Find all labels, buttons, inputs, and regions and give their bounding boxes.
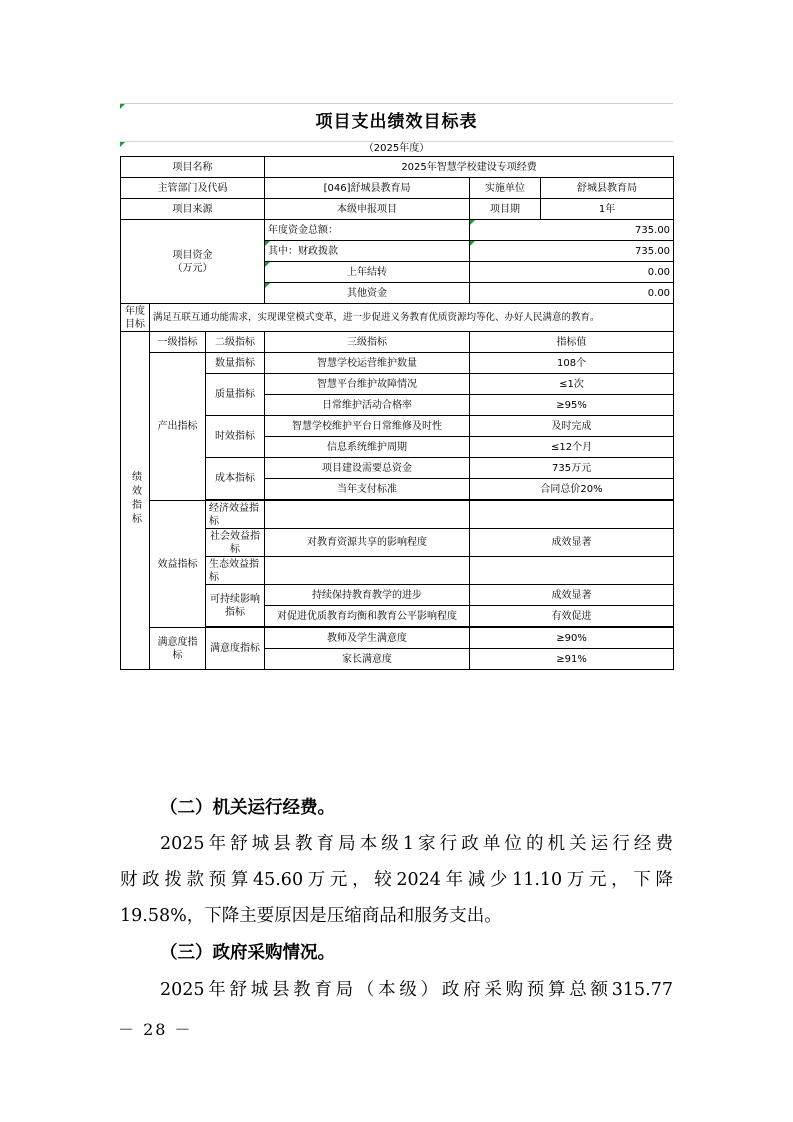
fund-total-text: 735.00	[635, 224, 671, 236]
fund-total-label: 年度资金总额：	[265, 220, 470, 241]
indicator-value: 及时完成	[470, 416, 674, 437]
paragraph-line: 2025年舒城县教育局（本级）政府采购预算总额315.77	[160, 980, 673, 1000]
sustain-label: 可持续影响指标	[206, 585, 265, 627]
indicator-name: 信息系统维护周期	[265, 437, 470, 458]
dept-label: 主管部门及代码	[121, 178, 265, 199]
indicator-value: ≤12个月	[470, 437, 674, 458]
perf-label	[121, 332, 150, 670]
fund-fiscal-label	[265, 241, 470, 262]
cost-label: 成本指标	[206, 458, 265, 500]
indicator-name: 智慧平台维护故障情况	[265, 374, 470, 395]
cell-marker-icon	[470, 241, 475, 246]
target-table	[120, 156, 674, 670]
period-value: 1年	[541, 199, 674, 220]
table-row	[121, 304, 674, 332]
fund-carryover-text: 上年结转	[347, 266, 388, 278]
indicator-value: ≥90%	[470, 628, 674, 649]
indicator-value: 735万元	[470, 458, 674, 479]
table-title-text: 项目支出绩效目标表	[315, 112, 478, 132]
indicator-name	[265, 501, 470, 529]
table-title	[120, 103, 673, 141]
table-row	[121, 353, 674, 374]
cell-marker-icon	[120, 142, 125, 147]
indicator-value: ≥95%	[470, 395, 674, 416]
fund-fiscal-text: 其中：财政拨款	[268, 245, 339, 257]
indicator-value: ≤1次	[470, 374, 674, 395]
indicator-name: 家长满意度	[265, 649, 470, 670]
dept-value: [046]舒城县教育局	[265, 178, 470, 199]
table-row	[121, 199, 674, 220]
cell-marker-icon	[265, 283, 270, 288]
indicator-name: 日常维护活动合格率	[265, 395, 470, 416]
impl-label: 实施单位	[470, 178, 541, 199]
performance-table	[120, 103, 673, 670]
indicator-value: 108个	[470, 353, 674, 374]
indicator-name: 对教育资源共享的影响程度	[265, 529, 470, 557]
quantity-label: 数量指标	[206, 353, 265, 374]
paragraph-line: 2025年舒城县教育局本级1家行政单位的机关运行经费	[160, 834, 673, 854]
perf-label-text: 绩效指标	[129, 470, 141, 527]
indicator-name: 项目建设需要总资金	[265, 458, 470, 479]
source-label: 项目来源	[121, 199, 265, 220]
indicator-name: 对促进优质教育均衡和教育公平影响程度	[265, 606, 470, 627]
project-name-label: 项目名称	[121, 157, 265, 178]
quality-label: 质量指标	[206, 374, 265, 416]
period-label: 项目期	[470, 199, 541, 220]
table-row	[121, 628, 674, 649]
indicator-name: 持续保持教育教学的进步	[265, 585, 470, 606]
header-l2: 二级指标	[206, 332, 265, 353]
table-row	[121, 178, 674, 199]
fund-carryover-value: 0.00	[470, 262, 674, 283]
indicator-value: 成效显著	[470, 585, 674, 606]
indicator-value: 成效显著	[470, 529, 674, 557]
output-label: 产出指标	[150, 353, 206, 501]
section-heading-3: （三）政府采购情况。	[160, 943, 335, 963]
fund-total-value	[470, 220, 674, 241]
table-row	[121, 501, 674, 529]
satisfaction-l2-label: 满意度指标	[206, 628, 265, 670]
fund-fiscal-value-text: 735.00	[635, 245, 671, 257]
source-value: 本级申报项目	[265, 199, 470, 220]
indicator-name: 智慧学校运营维护数量	[265, 353, 470, 374]
cell-marker-icon	[120, 104, 125, 109]
goal-label: 年度目标	[121, 304, 150, 332]
page-number: － 28 －	[118, 1020, 193, 1039]
header-l3: 三级指标	[265, 332, 470, 353]
indicator-value: 有效促进	[470, 606, 674, 627]
header-value: 指标值	[470, 332, 674, 353]
fund-other-label	[265, 283, 470, 304]
satisfaction-l1-label: 满意度指标	[150, 628, 206, 670]
table-row	[121, 157, 674, 178]
indicator-name	[265, 557, 470, 585]
cell-marker-icon	[470, 220, 475, 225]
fund-fiscal-value	[470, 241, 674, 262]
project-name-value: 2025年智慧学校建设专项经费	[265, 157, 674, 178]
indicator-value	[470, 501, 674, 529]
cell-marker-icon	[265, 241, 270, 246]
indicator-name: 智慧学校维护平台日常维修及时性	[265, 416, 470, 437]
economic-label: 经济效益指标	[206, 501, 265, 529]
fund-carryover-label	[265, 262, 470, 283]
indicator-value: ≥91%	[470, 649, 674, 670]
cell-marker-icon	[265, 262, 270, 267]
paragraph-line: 财政拨款预算45.60万元，较2024年减少11.10万元，下降	[120, 870, 673, 890]
fund-other-value: 0.00	[470, 283, 674, 304]
indicator-value: 合同总价20%	[470, 479, 674, 500]
header-l1: 一级指标	[150, 332, 206, 353]
social-label: 社会效益指标	[206, 529, 265, 557]
indicator-name: 教师及学生满意度	[265, 628, 470, 649]
fund-other-text: 其他资金	[347, 287, 388, 299]
timeliness-label: 时效指标	[206, 416, 265, 458]
paragraph-line: 19.58%，下降主要原因是压缩商品和服务支出。	[120, 906, 502, 926]
indicator-value	[470, 557, 674, 585]
indicator-name: 当年支付标准	[265, 479, 470, 500]
table-year	[120, 141, 673, 156]
table-row	[121, 332, 674, 353]
goal-text: 满足互联互通功能需求，实现课堂模式变革，进一步促进义务教育优质资源均等化、办好人民满意的教育。	[150, 304, 674, 332]
table-row	[121, 220, 674, 241]
table-year-text: （2025年度）	[363, 143, 430, 154]
fund-label: 项目资金 （万元）	[121, 220, 265, 304]
eco-label: 生态效益指标	[206, 557, 265, 585]
impl-value: 舒城县教育局	[541, 178, 674, 199]
benefit-label: 效益指标	[150, 501, 206, 628]
section-heading-2: （二）机关运行经费。	[160, 798, 335, 818]
